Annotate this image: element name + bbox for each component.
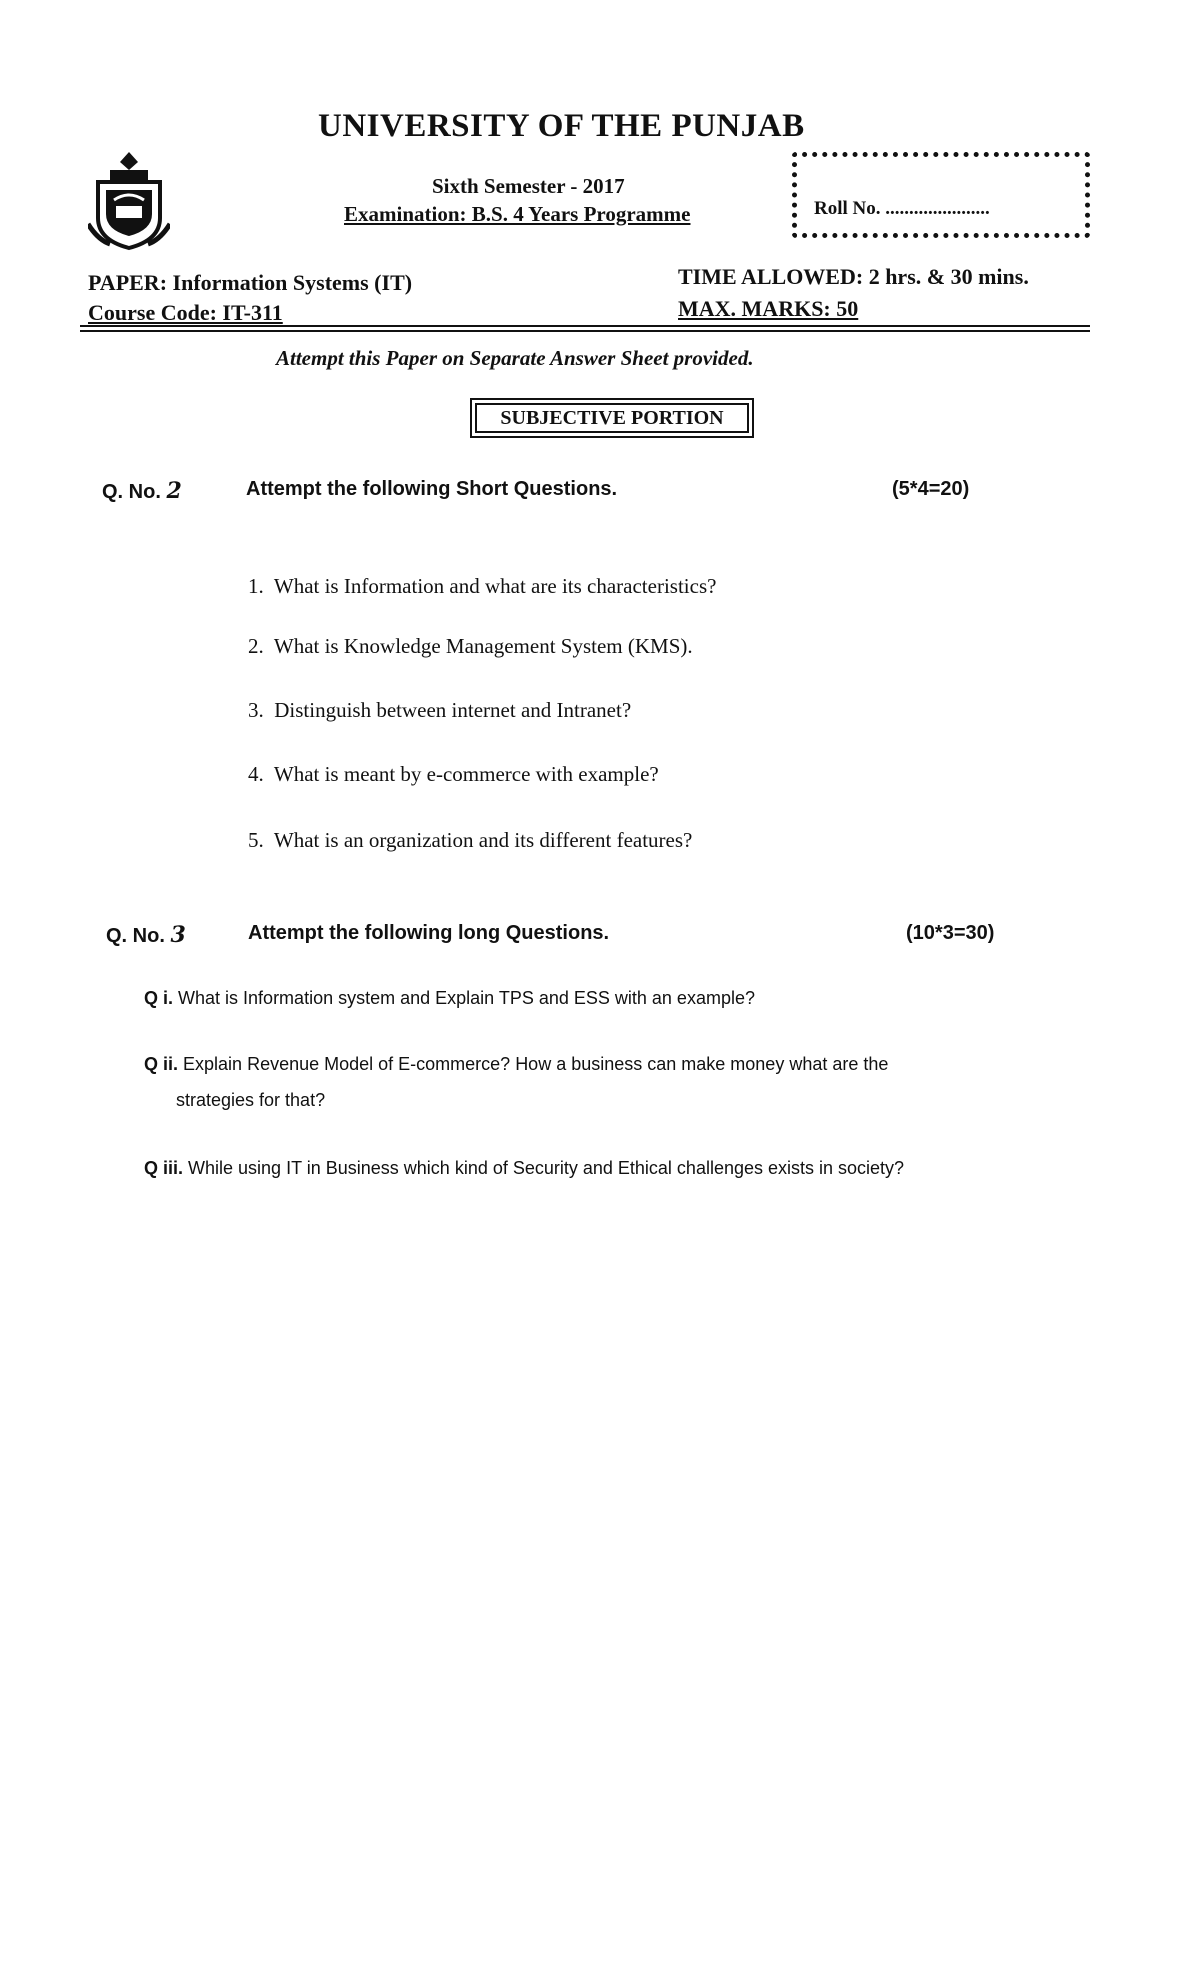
paper-name: PAPER: Information Systems (IT) xyxy=(88,270,413,295)
roll-number-label: Roll No. ...................... xyxy=(814,198,990,219)
section-title-box xyxy=(470,398,754,438)
long-question-item xyxy=(144,1158,904,1179)
short-question-item xyxy=(248,574,716,599)
question-3-number xyxy=(106,922,186,948)
short-question-item xyxy=(248,634,693,659)
item-number: Q i. xyxy=(144,988,174,1008)
question-2-title: Attempt the following Short Questions. xyxy=(246,478,618,500)
item-number: Q iii. xyxy=(144,1158,184,1178)
item-text: Distinguish between internet and Intranet? xyxy=(274,698,632,722)
question-2-marks: (5*4=20) xyxy=(892,478,970,500)
item-number: 2. xyxy=(248,634,264,658)
item-number: 4. xyxy=(248,762,264,786)
question-label: Q. No. xyxy=(106,925,165,947)
university-crest-logo xyxy=(88,148,170,252)
short-question-item xyxy=(248,828,692,853)
item-text: What is meant by e-commerce with example? xyxy=(273,762,659,786)
time-allowed: TIME ALLOWED: 2 hrs. & 30 mins. xyxy=(678,264,1029,289)
examination-label: Examination: B.S. 4 Years Programme xyxy=(344,202,691,226)
section-title: SUBJECTIVE PORTION xyxy=(475,403,749,433)
short-question-item xyxy=(248,698,631,723)
question-3-marks: (10*3=30) xyxy=(906,922,995,944)
question-2-number xyxy=(102,478,182,504)
item-text: What is an organization and its different features? xyxy=(273,828,693,852)
item-number: Q ii. xyxy=(144,1054,179,1074)
item-number: 3. xyxy=(248,698,264,722)
item-text: What is Information and what are its characteristics? xyxy=(273,574,717,598)
item-text: Explain Revenue Model of E-commerce? How a business can make money what are the xyxy=(183,1054,889,1074)
header-divider xyxy=(80,325,1090,327)
instruction-text: Attempt this Paper on Separate Answer Sheet provided. xyxy=(276,346,754,370)
short-question-item xyxy=(248,762,659,787)
long-question-item-continuation: strategies for that? xyxy=(176,1090,326,1110)
item-text: What is Knowledge Management System (KMS). xyxy=(273,634,693,658)
item-number: 1. xyxy=(248,574,264,598)
max-marks: MAX. MARKS: 50 xyxy=(678,296,859,321)
item-text: What is Information system and Explain TPS and ESS with an example? xyxy=(178,988,755,1008)
university-title: UNIVERSITY OF THE PUNJAB xyxy=(318,108,805,144)
item-number: 5. xyxy=(248,828,264,852)
question-3-title: Attempt the following long Questions. xyxy=(248,922,610,944)
question-label: Q. No. xyxy=(102,481,161,503)
header-divider-double xyxy=(80,330,1090,332)
semester-label: Sixth Semester - 2017 xyxy=(432,174,625,198)
roll-number-box xyxy=(792,152,1090,238)
question-number-handwritten: 3 xyxy=(170,922,186,948)
long-question-item xyxy=(144,1054,888,1075)
question-number-handwritten: 2 xyxy=(166,478,182,504)
item-text: While using IT in Business which kind of Security and Ethical challenges exists in society? xyxy=(188,1158,905,1178)
course-code: Course Code: IT-311 xyxy=(88,300,283,325)
long-question-item xyxy=(144,988,755,1009)
